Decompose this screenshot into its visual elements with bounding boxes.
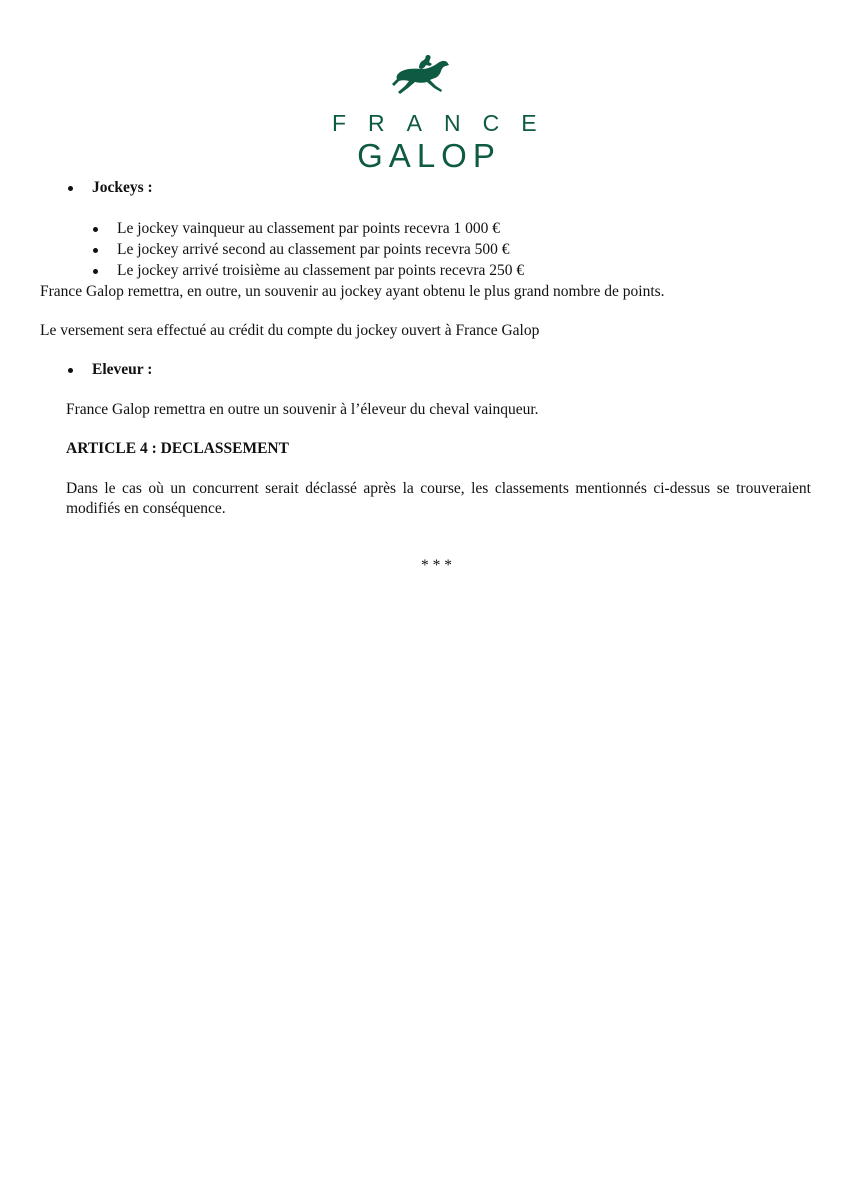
bullet-icon <box>93 227 98 232</box>
france-galop-logo <box>0 52 851 172</box>
racehorse-jockey-icon <box>392 54 452 98</box>
end-mark: * * * <box>421 557 452 574</box>
article-4-text: Dans le cas où un concurrent serait déclassé après la course, les classements mentionnés ci-dessus se trouveraient modifiés en conséquence. <box>66 480 811 517</box>
article-4-title: ARTICLE 4 : DECLASSEMENT <box>66 440 289 457</box>
bullet-icon <box>68 368 73 373</box>
eleveur-text: France Galop remettra en outre un souvenir à l’éleveur du cheval vainqueur. <box>66 401 539 418</box>
bullet-icon <box>93 248 98 253</box>
list-item: Le jockey arrivé troisième au classement par points recevra 250 € <box>117 262 525 279</box>
list-item: Le jockey vainqueur au classement par points recevra 1 000 € <box>117 220 501 237</box>
logo-text-galop: GALOP <box>357 137 501 174</box>
logo-text-france: FRANCE <box>332 110 559 136</box>
jockey-payment-text: Le versement sera effectué au crédit du compte du jockey ouvert à France Galop <box>40 322 540 339</box>
bullet-icon <box>93 269 98 274</box>
list-item: Le jockey arrivé second au classement par points recevra 500 € <box>117 241 510 258</box>
bullet-icon <box>68 186 73 191</box>
jockeys-heading: Jockeys : <box>92 179 153 196</box>
jockey-souvenir-text: France Galop remettra, en outre, un souvenir au jockey ayant obtenu le plus grand nombre de points. <box>40 283 665 300</box>
eleveur-heading: Eleveur : <box>92 361 153 378</box>
